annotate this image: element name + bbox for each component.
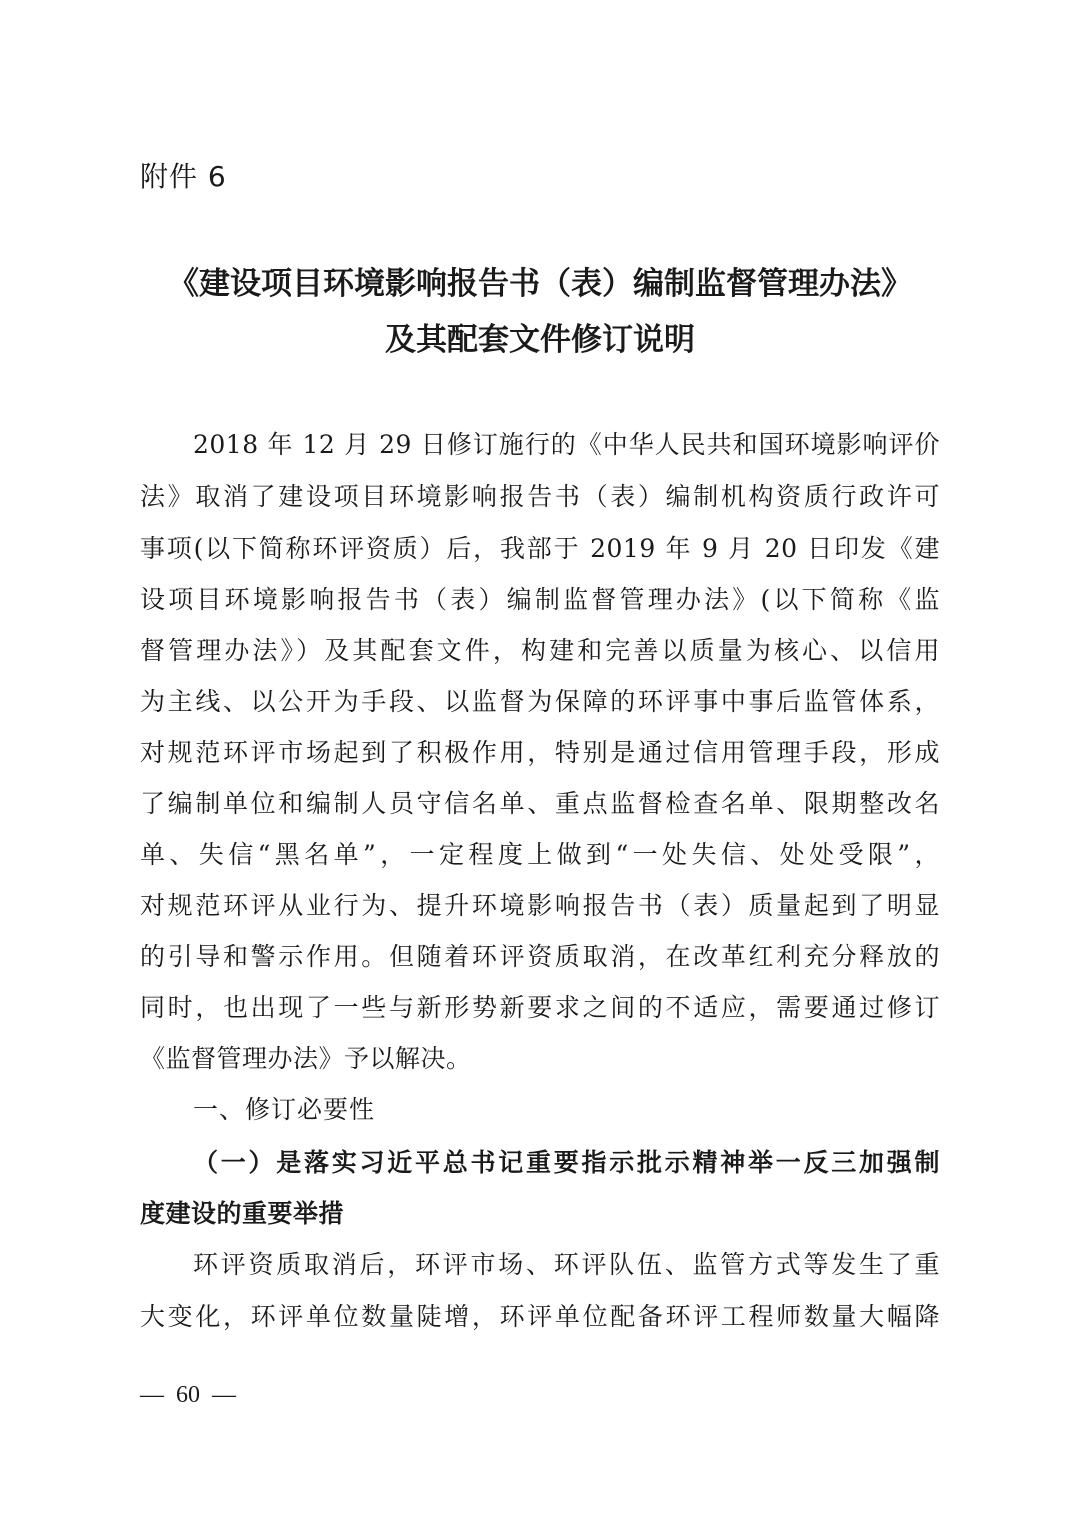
intro-line: 对规范环评从业行为、提升环境影响报告书（表）质量起到了明显 — [140, 891, 940, 920]
body-line: 大变化，环评单位数量陡增，环评单位配备环评工程师数量大幅降 — [140, 1302, 940, 1331]
intro-line: 对规范环评市场起到了积极作用，特别是通过信用管理手段，形成 — [140, 738, 940, 767]
intro-line: 为主线、以公开为手段、以监督为保障的环评事中事后监管体系， — [140, 687, 940, 716]
intro-line: 单、失信“黑名单”，一定程度上做到“一处失信、处处受限”， — [140, 840, 940, 869]
intro-line: 同时，也出现了一些与新形势新要求之间的不适应，需要通过修订 — [140, 993, 940, 1022]
intro-line: 督管理办法》）及其配套文件，构建和完善以质量为核心、以信用 — [140, 636, 940, 665]
intro-line: 《监督管理办法》予以解决。 — [140, 1044, 472, 1073]
body-line: 环评资质取消后，环评市场、环评队伍、监管方式等发生了重 — [193, 1250, 940, 1279]
attachment-label: 附件 6 — [140, 160, 227, 193]
intro-line: 设项目环境影响报告书（表）编制监督管理办法》(以下简称《监 — [140, 585, 940, 614]
subsection-heading-line-1: （一）是落实习近平总书记重要指示批示精神举一反三加强制 — [193, 1148, 940, 1177]
document-title-line-1: 《建设项目环境影响报告书（表）编制监督管理办法》 — [168, 266, 912, 302]
intro-line: 2018 年 12 月 29 日修订施行的《中华人民共和国环境影响评价 — [193, 430, 940, 459]
section-heading: 一、修订必要性 — [193, 1095, 376, 1124]
subsection-heading-line-2: 度建设的重要举措 — [140, 1199, 345, 1228]
document-title-line-2: 及其配套文件修订说明 — [385, 322, 695, 358]
intro-line: 法》取消了建设项目环境影响报告书（表）编制机构资质行政许可 — [140, 482, 940, 511]
intro-line: 的引导和警示作用。但随着环评资质取消，在改革红利充分释放的 — [140, 942, 940, 971]
page-number: — 60 — — [140, 1382, 236, 1408]
intro-line: 了编制单位和编制人员守信名单、重点监督检查名单、限期整改名 — [140, 789, 940, 818]
intro-line: 事项(以下简称环评资质）后，我部于 2019 年 9 月 20 日印发《建 — [140, 534, 940, 563]
